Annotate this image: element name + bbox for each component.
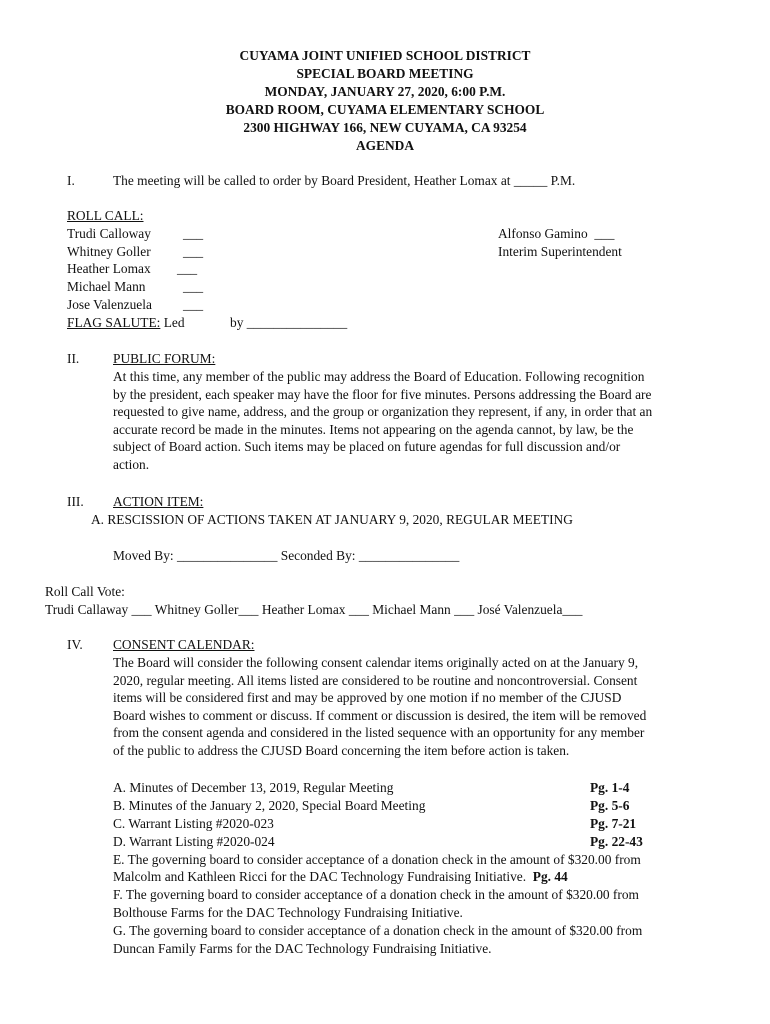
consent-item-f-line2: Bolthouse Farms for the DAC Technology Fundraising Initiative. [113, 905, 463, 920]
consent-item-b: B. Minutes of the January 2, 2020, Special Board Meeting [113, 798, 426, 813]
roll-call-heading: ROLL CALL: [67, 208, 144, 223]
text-line: action. [113, 456, 150, 472]
consent-item-e-line1: E. The governing board to consider acceptance of a donation check in the amount of $320.00 from [113, 852, 641, 867]
page-ref: Pg. 22-43 [590, 834, 643, 849]
consent-calendar-heading: CONSENT CALENDAR: [113, 637, 255, 652]
flag-salute-led: Led [163, 315, 185, 330]
meeting-date: MONDAY, JANUARY 27, 2020, 6:00 P.M. [264, 84, 506, 99]
page-ref: Pg. 1-4 [590, 780, 630, 795]
superintendent-blank: ___ [594, 226, 615, 241]
roll-call-member [67, 260, 151, 278]
roll-call-blank: ___ [183, 244, 204, 259]
flag-salute-label: FLAG SALUTE: [67, 315, 161, 330]
action-item-a: A. RESCISSION OF ACTIONS TAKEN AT JANUARY 9, 2020, REGULAR MEETING [91, 512, 573, 527]
roll-call-blank: ___ [183, 297, 204, 312]
text-line: Board wishes to comment or discuss. If comment or discussion is desired, the item will be removed [113, 707, 647, 723]
page-ref: Pg. 7-21 [590, 816, 637, 831]
text-line: by the president, each speaker may have the floor for five minutes. Persons addressing the Board are [113, 386, 652, 402]
consent-item-g-line1: G. The governing board to consider acceptance of a donation check in the amount of $320.00 from [113, 923, 643, 938]
roll-call-member [67, 278, 145, 296]
member-name: Michael Mann [67, 279, 146, 294]
text-line: At this time, any member of the public may address the Board of Education. Following recognition [113, 369, 645, 384]
agenda-title: AGENDA [355, 138, 415, 153]
consent-item-c: C. Warrant Listing #2020-023 [113, 816, 274, 831]
superintendent-name: Alfonso Gamino ___ [498, 226, 615, 241]
district-name: CUYAMA JOINT UNIFIED SCHOOL DISTRICT [239, 48, 531, 63]
meeting-type: SPECIAL BOARD MEETING [296, 66, 474, 81]
meeting-address: 2300 HIGHWAY 166, NEW CUYAMA, CA 93254 [243, 120, 527, 135]
roll-call-member [67, 225, 151, 243]
flag-salute-line [67, 314, 185, 332]
flag-salute-by: by _______________ [230, 315, 348, 330]
call-to-order-text: The meeting will be called to order by Board President, Heather Lomax at _____ P.M. [113, 173, 576, 188]
item-numeral-4: IV. [67, 637, 83, 652]
roll-call-blank: ___ [183, 226, 204, 241]
text-line: items will be considered first and may be approved by one motion if no member of the CJUSD [113, 690, 622, 706]
roll-call-blank: ___ [177, 261, 198, 276]
roll-call-member [67, 243, 151, 261]
roll-call-member [67, 296, 152, 314]
moved-seconded-line: Moved By: _______________ Seconded By: _______________ [113, 548, 460, 563]
item-numeral-1: I. [67, 173, 75, 188]
roll-call-vote-label: Roll Call Vote: [45, 584, 125, 599]
text-line: accurate record be made in the minutes. Items not appearing on the agenda cannot, by law, be the [113, 421, 634, 437]
consent-item-g-line2: Duncan Family Farms for the DAC Technology Fundraising Initiative. [113, 941, 492, 956]
member-name: Whitney Goller [67, 244, 151, 259]
text-line: from the consent agenda and considered in the listed sequence with an opportunity for any member [113, 725, 645, 741]
text-line: The Board will consider the following consent calendar items originally acted on at the January 9, [113, 655, 639, 670]
member-name: Trudi Calloway [67, 226, 151, 241]
member-name: Heather Lomax [67, 261, 151, 276]
consent-item-d: D. Warrant Listing #2020-024 [113, 834, 275, 849]
consent-item-f-line1: F. The governing board to consider acceptance of a donation check in the amount of $320.00 from [113, 887, 639, 902]
item-numeral-2: II. [67, 351, 80, 366]
consent-calendar-text [113, 654, 646, 760]
consent-item-a: A. Minutes of December 13, 2019, Regular Meeting [113, 780, 394, 795]
roll-call-blank: ___ [183, 279, 204, 294]
public-forum-text [113, 368, 652, 474]
item-numeral-3: III. [67, 494, 84, 509]
text-line: 2020, regular meeting. All items listed are considered to be routine and noncontroversial. Consent [113, 672, 638, 688]
page-ref: Pg. 44 [532, 869, 568, 884]
text-line: requested to give name, address, and the group or organization they represent, if any, in order that an [113, 404, 653, 420]
text-line: subject of Board action. Such items may be placed on future agendas for full discussion and/or [113, 439, 621, 455]
text-line: of the public to address the CJUSD Board concerning the item before action is taken. [113, 742, 570, 758]
member-name: Jose Valenzuela [67, 297, 152, 312]
consent-item-e-line2: Malcolm and Kathleen Ricci for the DAC Technology Fundraising Initiative. Pg. 44 [113, 869, 568, 884]
roll-call-vote-line: Trudi Callaway ___ Whitney Goller___ Heather Lomax ___ Michael Mann ___ José Valenzuela___ [45, 602, 583, 617]
agenda-header [0, 47, 770, 155]
meeting-location: BOARD ROOM, CUYAMA ELEMENTARY SCHOOL [225, 102, 545, 117]
action-item-heading: ACTION ITEM: [113, 494, 204, 509]
page-ref: Pg. 5-6 [590, 798, 630, 813]
public-forum-heading: PUBLIC FORUM: [113, 351, 216, 366]
superintendent-title: Interim Superintendent [498, 244, 622, 259]
